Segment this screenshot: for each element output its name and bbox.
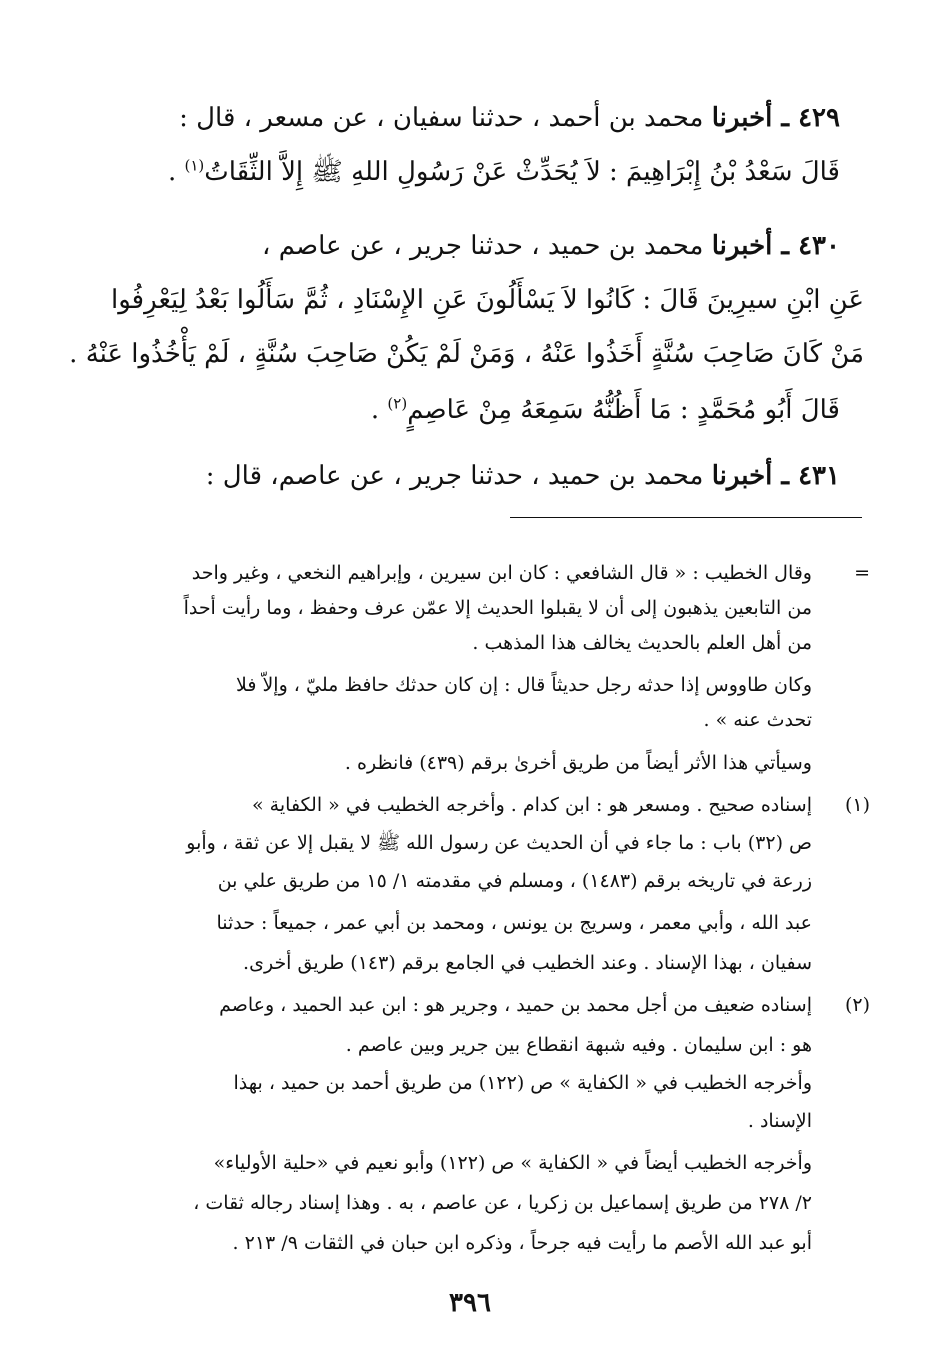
hadith-429-text <box>100 152 840 192</box>
hadith-429-chain: محمد بن أحمد ، حدثنا سفيان ، عن مسعر ، قال : <box>179 103 704 133</box>
hadith-430-comment <box>100 390 840 430</box>
footnote-1-marker: (١) <box>844 794 870 816</box>
hadith-431-number: ٤٣١ ـ أخبرنا <box>711 461 840 491</box>
footnote-2-line: ٢/ ٢٧٨ من طريق إسماعيل بن زكريا ، عن عاصم ، به . وهذا إسناد رجاله ثقات ، <box>193 1192 812 1214</box>
footnote-ref-1: (١) <box>184 156 205 175</box>
footnote-continued-marker: = <box>854 562 870 584</box>
hadith-429-body: قَالَ سَعْدُ بْنُ إِبْرَاهِيمَ : لاَ يُحَدِّثْ عَنْ رَسُولِ اللهِ ﷺ إِلاَّ الثِّقَاتُ <box>204 157 840 187</box>
hadith-430-line-1: عَنِ ابْنِ سيرِينَ قَالَ : كَانُوا لاَ يَسْأَلُونَ عَنِ الإِسْنَادِ ، ثُمَّ سَأَلُوا بَعْدُ لِيَعْرِفُوا <box>111 285 864 315</box>
footnote-continued-line: وسيأتي هذا الأثر أيضاً من طريق أخرىٰ برقم (٤٣٩) فانظره . <box>344 752 812 774</box>
hadith-429-heading <box>100 98 840 138</box>
page-number: ٣٩٦ <box>449 1288 491 1318</box>
footnote-2-line: هو : ابن سليمان . وفيه شبهة انقطاع بين جرير وبين عاصم . <box>345 1034 812 1056</box>
hadith-430-line-2: مَنْ كَانَ صَاحِبَ سُنَّةٍ أَخَذُوا عَنْهُ ، وَمَنْ لَمْ يَكُنْ صَاحِبَ سُنَّةٍ ، لَمْ يَأْخُذُوا عَنْهُ . <box>69 339 864 369</box>
footnote-continued-line: وقال الخطيب : « قال الشافعي : كان ابن سيرين ، وإبراهيم النخعي ، وغير واحد <box>191 562 812 584</box>
hadith-430-comment-end: . <box>370 395 388 425</box>
hadith-431-heading <box>100 456 840 496</box>
footnote-2-line: الإسناد . <box>747 1110 812 1132</box>
footnote-continued-line: من التابعين يذهبون إلى أن لا يقبلوا الحديث إلا عمّن عرف وحفظ ، وما رأيت أحداً <box>183 597 812 619</box>
hadith-429-number: ٤٢٩ ـ أخبرنا <box>711 103 840 133</box>
footnote-1-line: سفيان ، بهذا الإسناد . وعند الخطيب في الجامع برقم (١٤٣) طريق أخرى. <box>243 952 812 974</box>
footnote-1-line: زرعة في تاريخه برقم (١٤٨٣) ، ومسلم في مقدمته ١/ ١٥ من طريق علي بن <box>217 870 812 892</box>
footnote-2-line: أبو عبد الله الأصم ما رأيت فيه جرحاً ، وذكره ابن حبان في الثقات ٩/ ٢١٣ . <box>232 1232 812 1254</box>
hadith-431-chain: محمد بن حميد ، حدثنا جرير ، عن عاصم، قال : <box>205 461 704 491</box>
hadith-430-comment-body: قَالَ أَبُو مُحَمَّدٍ : مَا أَظُنُّهُ سَمِعَهُ مِنْ عَاصِمٍ <box>407 395 840 425</box>
footnote-continued-line: من أهل العلم بالحديث يخالف هذا المذهب . <box>472 632 812 654</box>
footnote-1-line: إسناده صحيح . ومسعر هو : ابن كدام . وأخرجه الخطيب في « الكفاية » <box>252 794 812 816</box>
footnote-2-line: وأخرجه الخطيب في « الكفاية » ص (١٢٢) من طريق أحمد بن حميد ، بهذا <box>233 1072 812 1094</box>
hadith-429-end: . <box>167 157 185 187</box>
footnote-separator <box>510 517 862 518</box>
hadith-430-chain: محمد بن حميد ، حدثنا جرير ، عن عاصم ، <box>262 231 704 261</box>
hadith-430-heading <box>100 226 840 266</box>
footnote-continued-line: تحدث عنه » . <box>703 709 812 731</box>
footnote-2-marker: (٢) <box>844 994 870 1016</box>
footnote-2-line: وأخرجه الخطيب أيضاً في « الكفاية » ص (١٢٢) وأبو نعيم في «حلية الأولياء» <box>213 1152 812 1174</box>
hadith-430-number: ٤٣٠ ـ أخبرنا <box>711 231 840 261</box>
footnote-2-line: إسناده ضعيف من أجل محمد بن حميد ، وجرير هو : ابن عبد الحميد ، وعاصم <box>219 994 812 1016</box>
footnote-1-line: ص (٣٢) باب : ما جاء في أن الحديث عن رسول الله ﷺ لا يقبل إلا عن ثقة ، وأبو <box>186 832 812 854</box>
footnote-1-line: عبد الله ، وأبي معمر ، وسريج بن يونس ، ومحمد بن أبي عمر ، جميعاً : حدثنا <box>216 912 812 934</box>
footnote-continued-line: وكان طاووس إذا حدثه رجل حديثاً قال : إن كان حدثك حافظ مليّ ، وإلاّ فلا <box>236 674 812 696</box>
footnote-ref-2: (٢) <box>387 394 408 413</box>
